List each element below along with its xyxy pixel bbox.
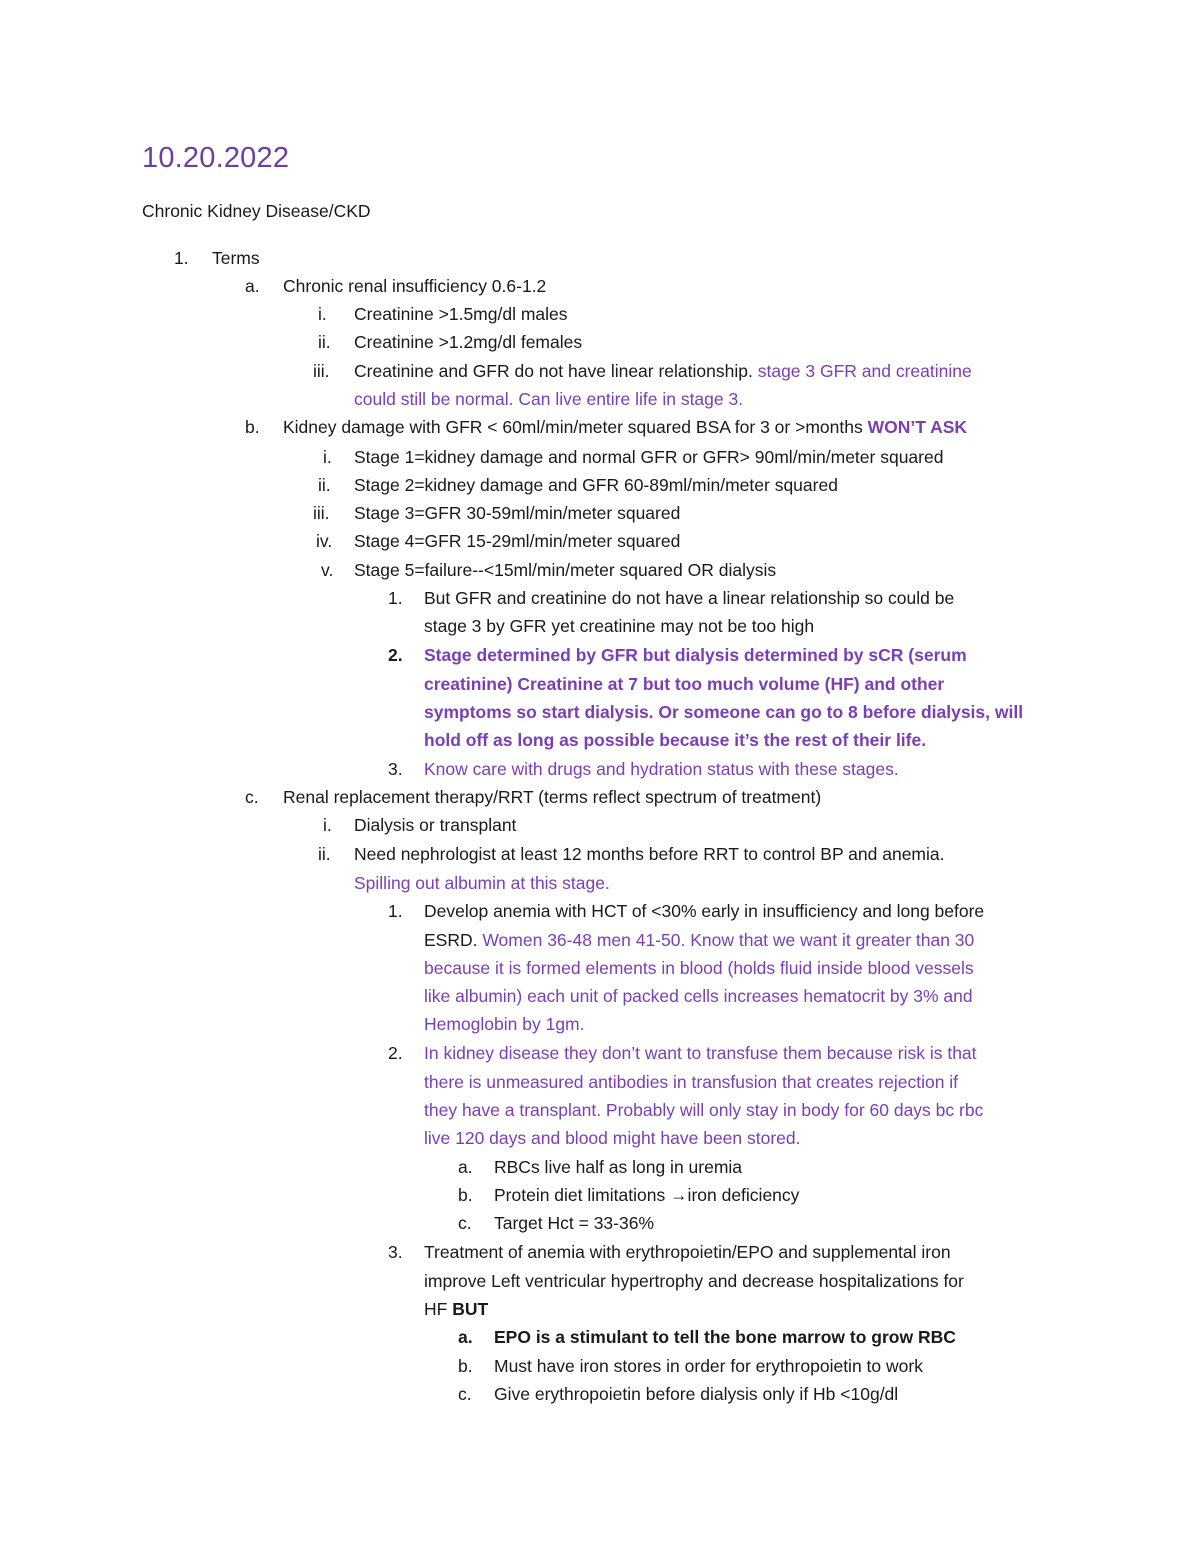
list-marker: c. (458, 1213, 472, 1233)
note-line (354, 499, 680, 527)
note-line (494, 1323, 956, 1351)
note-text: Know care with drugs and hydration status with these stages. (424, 759, 899, 779)
note-text: Renal replacement therapy/RRT (terms reflect spectrum of treatment) (283, 787, 822, 807)
note-text: Terms (212, 248, 260, 268)
note-line (354, 811, 516, 839)
note-line (424, 897, 984, 925)
note-line (424, 726, 926, 754)
list-marker: a. (458, 1157, 473, 1177)
note-line (354, 527, 680, 555)
list-marker: a. (245, 276, 260, 296)
note-text: Stage 4=GFR 15-29ml/min/meter squared (354, 531, 681, 551)
note-text-highlight: WON’T ASK (867, 417, 968, 437)
note-line (354, 443, 943, 471)
note-text: HF (424, 1299, 453, 1319)
note-text-highlight: Women 36-48 men 41-50. Know that we want it greater than 30 (482, 930, 975, 950)
note-text: could still be normal. Can live entire life in stage 3. (354, 389, 744, 409)
note-text: Dialysis or transplant (354, 815, 517, 835)
note-text: Stage 1=kidney damage and normal GFR or GFR> 90ml/min/meter squared (354, 447, 944, 467)
note-line (424, 1010, 585, 1038)
document-title: Chronic Kidney Disease/CKD (142, 201, 371, 221)
list-marker: ii. (318, 844, 331, 864)
list-marker: 3. (388, 759, 403, 779)
note-text: because it is formed elements in blood (holds fluid inside blood vessels (424, 958, 974, 978)
note-text: Kidney damage with GFR < 60ml/min/meter squared BSA for 3 or >months (283, 417, 868, 437)
note-line (424, 954, 974, 982)
note-line (354, 300, 568, 328)
note-text: creatinine) Creatinine at 7 but too much volume (HF) and other (424, 674, 945, 694)
note-line (283, 272, 546, 300)
list-marker: iv. (316, 531, 333, 551)
note-line (354, 840, 945, 868)
note-line (424, 982, 973, 1010)
note-text: symptoms so start dialysis. Or someone can go to 8 before dialysis, will (424, 702, 1024, 722)
note-text: live 120 days and blood might have been stored. (424, 1128, 801, 1148)
note-text: Stage determined by GFR but dialysis determined by sCR (serum (424, 645, 967, 665)
note-text: like albumin) each unit of packed cells increases hematocrit by 3% and (424, 986, 973, 1006)
note-text: In kidney disease they don’t want to transfuse them because risk is that (424, 1043, 977, 1063)
note-line (354, 471, 838, 499)
note-line (494, 1380, 898, 1408)
list-marker: c. (245, 787, 259, 807)
note-text: Give erythropoietin before dialysis only if Hb <10g/dl (494, 1384, 899, 1404)
note-line (424, 1068, 958, 1096)
list-marker: i. (323, 815, 332, 835)
list-marker: 2. (388, 645, 403, 665)
list-marker: b. (458, 1185, 473, 1205)
note-line (424, 641, 967, 669)
list-marker: a. (458, 1327, 473, 1347)
list-marker: 1. (174, 248, 189, 268)
note-text: Stage 5=failure--<15ml/min/meter squared OR dialysis (354, 560, 777, 580)
list-marker: 3. (388, 1242, 403, 1262)
note-text: Creatinine >1.2mg/dl females (354, 332, 583, 352)
list-marker: c. (458, 1384, 472, 1404)
note-line (354, 869, 610, 897)
note-line (424, 670, 944, 698)
note-text: Chronic renal insufficiency 0.6-1.2 (283, 276, 547, 296)
note-line (424, 612, 814, 640)
note-line (354, 328, 582, 356)
note-line (424, 1039, 977, 1067)
note-line (424, 1238, 951, 1266)
note-text: Stage 3=GFR 30-59ml/min/meter squared (354, 503, 681, 523)
note-line (283, 783, 821, 811)
note-text: Must have iron stores in order for erythropoietin to work (494, 1356, 923, 1376)
list-marker: b. (245, 417, 260, 437)
note-text: Creatinine >1.5mg/dl males (354, 304, 568, 324)
note-text: Target Hct = 33-36% (494, 1213, 655, 1233)
note-line (424, 584, 954, 612)
list-marker: b. (458, 1356, 473, 1376)
list-marker: 2. (388, 1043, 403, 1063)
list-marker: iii. (313, 503, 330, 523)
note-text: Stage 2=kidney damage and GFR 60-89ml/min/meter squared (354, 475, 838, 495)
note-text: hold off as long as possible because it’s the rest of their life. (424, 730, 927, 750)
note-text: Protein diet limitations →iron deficiency (494, 1185, 800, 1205)
note-line (424, 1267, 964, 1295)
note-text: Creatinine and GFR do not have linear relationship. (354, 361, 758, 381)
note-line (424, 926, 974, 954)
page-date: 10.20.2022 (142, 142, 290, 174)
note-line (424, 1124, 801, 1152)
note-text: ESRD. (424, 930, 483, 950)
list-marker: iii. (313, 361, 330, 381)
note-line (354, 357, 972, 385)
note-line (494, 1352, 923, 1380)
note-text-highlight: BUT (452, 1299, 489, 1319)
note-text: Spilling out albumin at this stage. (354, 873, 610, 893)
note-line (424, 698, 1023, 726)
note-text: EPO is a stimulant to tell the bone marrow to grow RBC (494, 1327, 956, 1347)
note-text: there is unmeasured antibodies in transfusion that creates rejection if (424, 1072, 959, 1092)
list-marker: 1. (388, 901, 403, 921)
note-text: improve Left ventricular hypertrophy and decrease hospitalizations for (424, 1271, 964, 1291)
note-text: stage 3 by GFR yet creatinine may not be too high (424, 616, 815, 636)
list-marker: ii. (318, 475, 331, 495)
list-marker: i. (318, 304, 327, 324)
note-line (354, 385, 743, 413)
note-line (494, 1209, 654, 1237)
list-marker: v. (321, 560, 334, 580)
note-line (494, 1181, 799, 1209)
note-text-highlight: stage 3 GFR and creatinine (757, 361, 972, 381)
note-line (424, 1295, 488, 1323)
note-text: they have a transplant. Probably will only stay in body for 60 days bc rbc (424, 1100, 984, 1120)
list-marker: 1. (388, 588, 403, 608)
list-marker: i. (323, 447, 332, 467)
note-text: But GFR and creatinine do not have a linear relationship so could be (424, 588, 955, 608)
note-line (494, 1153, 742, 1181)
note-text: Need nephrologist at least 12 months before RRT to control BP and anemia. (354, 844, 945, 864)
list-marker: ii. (318, 332, 331, 352)
note-line (212, 244, 260, 272)
note-line (424, 755, 899, 783)
note-line (424, 1096, 983, 1124)
note-text: Develop anemia with HCT of <30% early in insufficiency and long before (424, 901, 985, 921)
note-text: RBCs live half as long in uremia (494, 1157, 743, 1177)
note-line (354, 556, 776, 584)
note-text: Treatment of anemia with erythropoietin/EPO and supplemental iron (424, 1242, 951, 1262)
note-line (283, 413, 967, 441)
note-text: Hemoglobin by 1gm. (424, 1014, 585, 1034)
